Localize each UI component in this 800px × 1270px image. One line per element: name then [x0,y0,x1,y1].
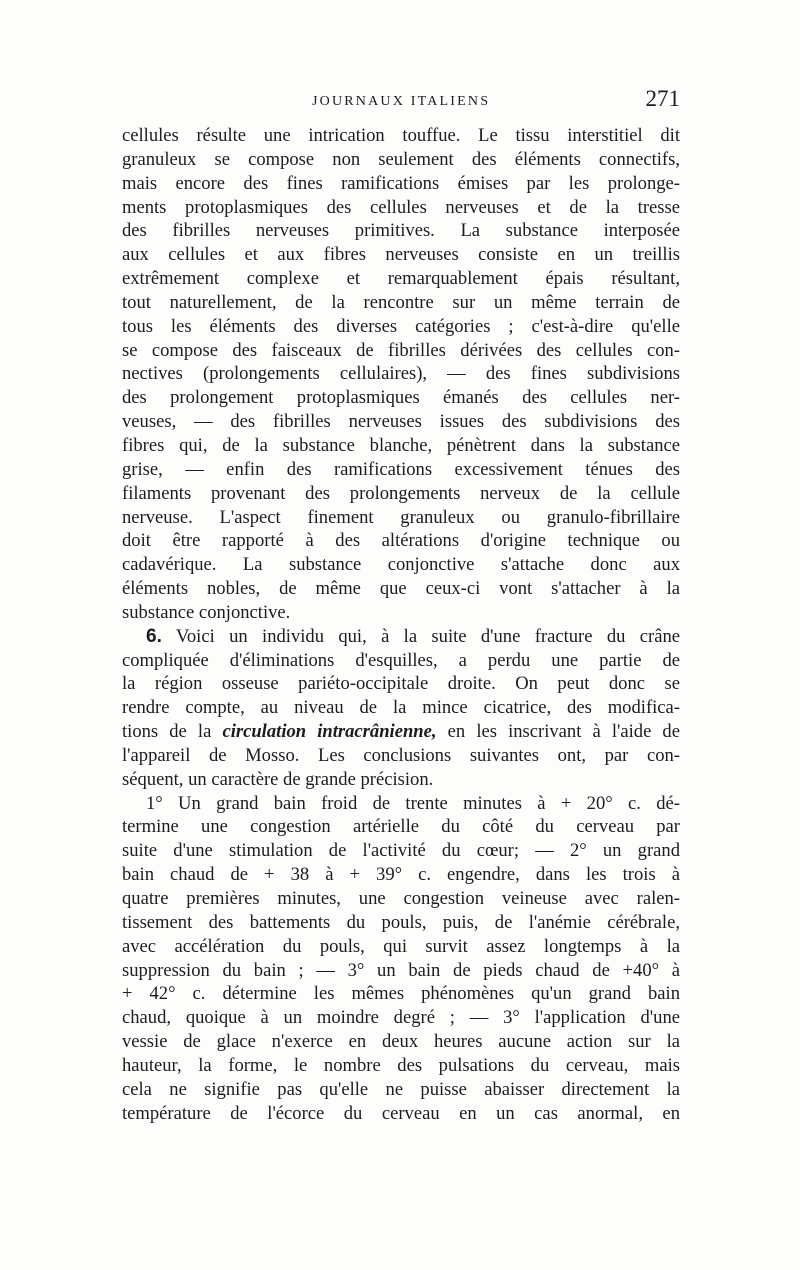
text-line: séquent, un caractère de grande précision. [122,768,434,790]
text-line: filaments provenant des prolongements nerveux de la cellule [122,482,680,504]
section-number: 6. [146,625,162,647]
text-line: nerveuse. L'aspect finement granuleux ou granulo-fibrillaire [122,506,680,528]
text-line: la région osseuse pariéto-occipitale droite. On peut donc se [122,673,680,695]
text-line: nectives (prolongements cellulaires), — des fines subdivisions [122,363,680,385]
section-6-text: Voici un individu qui, à la suite d'une fracture du crâne [175,625,680,647]
text-line: l'appareil de Mosso. Les conclusions suivantes ont, par con- [122,744,680,766]
text-line: rendre compte, au niveau de la mince cicatrice, des modifica- [122,697,680,719]
text-line: ments protoplasmiques des cellules nerveuses et de la tresse [122,196,680,218]
text-line: termine une congestion artérielle du côté du cerveau par [122,816,680,838]
text-line: mais encore des fines ramifications émises par les prolonge- [122,172,680,194]
text-line: doit être rapporté à des altérations d'origine technique ou [122,530,680,552]
text-line: avec accélération du pouls, qui survit assez longtemps à la [122,935,680,957]
section-6-first-line [122,625,680,649]
text-line: tissement des battements du pouls, puis, de l'anémie cérébrale, [122,911,680,933]
text-line: + 42° c. détermine les mêmes phénomènes qu'un grand bain [122,983,680,1005]
text-line: suite d'une stimulation de l'activité du cœur; — 2° un grand [122,840,680,862]
text-line: cellules résulte une intrication touffue. Le tissu interstitiel dit [122,125,680,146]
text-line: extrêmement complexe et remarquablement épais résultant, [122,268,680,290]
text-line: granuleux se compose non seulement des éléments connectifs, [122,148,680,170]
text-line: des fibrilles nerveuses primitives. La substance interposée [122,220,680,242]
text-line: se compose des faisceaux de fibrilles dérivées des cellules con- [122,339,680,361]
text-line: suppression du bain ; — 3° un bain de pieds chaud de +40° à [122,959,680,981]
text-line: veuses, — des fibrilles nerveuses issues des subdivisions des [122,411,680,433]
italic-term: circulation intracrânienne, [222,721,437,743]
text-line: substance conjonctive. [122,601,291,623]
text-line: compliquée d'éliminations d'esquilles, a perdu une partie de [122,649,680,671]
running-head: JOURNAUX ITALIENS [312,94,491,109]
page-number: 271 [645,86,680,111]
text-line: température de l'écorce du cerveau en un cas anormal, en [122,1102,680,1124]
text-line: hauteur, la forme, le nombre des pulsations du cerveau, mais [122,1054,680,1076]
text-line: des prolongement protoplasmiques émanés des cellules ner- [122,387,680,409]
text-line: aux cellules et aux fibres nerveuses consiste en un treillis [122,244,680,266]
text-line: cadavérique. La substance conjonctive s'attache donc aux [122,554,680,576]
text-line-italic: tions de la circulation intracrânienne, en les inscrivant à l'aide de [122,721,680,743]
text-line: vessie de glace n'exerce en deux heures aucune action sur la [122,1031,680,1053]
text-line: quatre premières minutes, une congestion veineuse avec ralen- [122,888,680,909]
text-line: fibres qui, de la substance blanche, pénètrent dans la substance [122,434,680,456]
text-line: cela ne signifie pas qu'elle ne puisse abaisser directement la [122,1078,680,1100]
text-line: tous les éléments des diverses catégories ; c'est-à-dire qu'elle [122,315,680,337]
page-header [122,86,682,120]
body-text [122,124,680,1125]
text-line: chaud, quoique à un moindre degré ; — 3° l'application d'une [122,1007,680,1029]
text-line: tout naturellement, de la rencontre sur un même terrain de [122,291,680,313]
text-line: éléments nobles, de même que ceux-ci vont s'attacher à la [122,578,680,600]
text-line: bain chaud de + 38 à + 39° c. engendre, dans les trois à [122,864,680,886]
paragraph-first-line: 1° Un grand bain froid de trente minutes à + 20° c. dé- [146,792,680,814]
text-line: grise, — enfin des ramifications excessivement ténues des [122,458,680,480]
